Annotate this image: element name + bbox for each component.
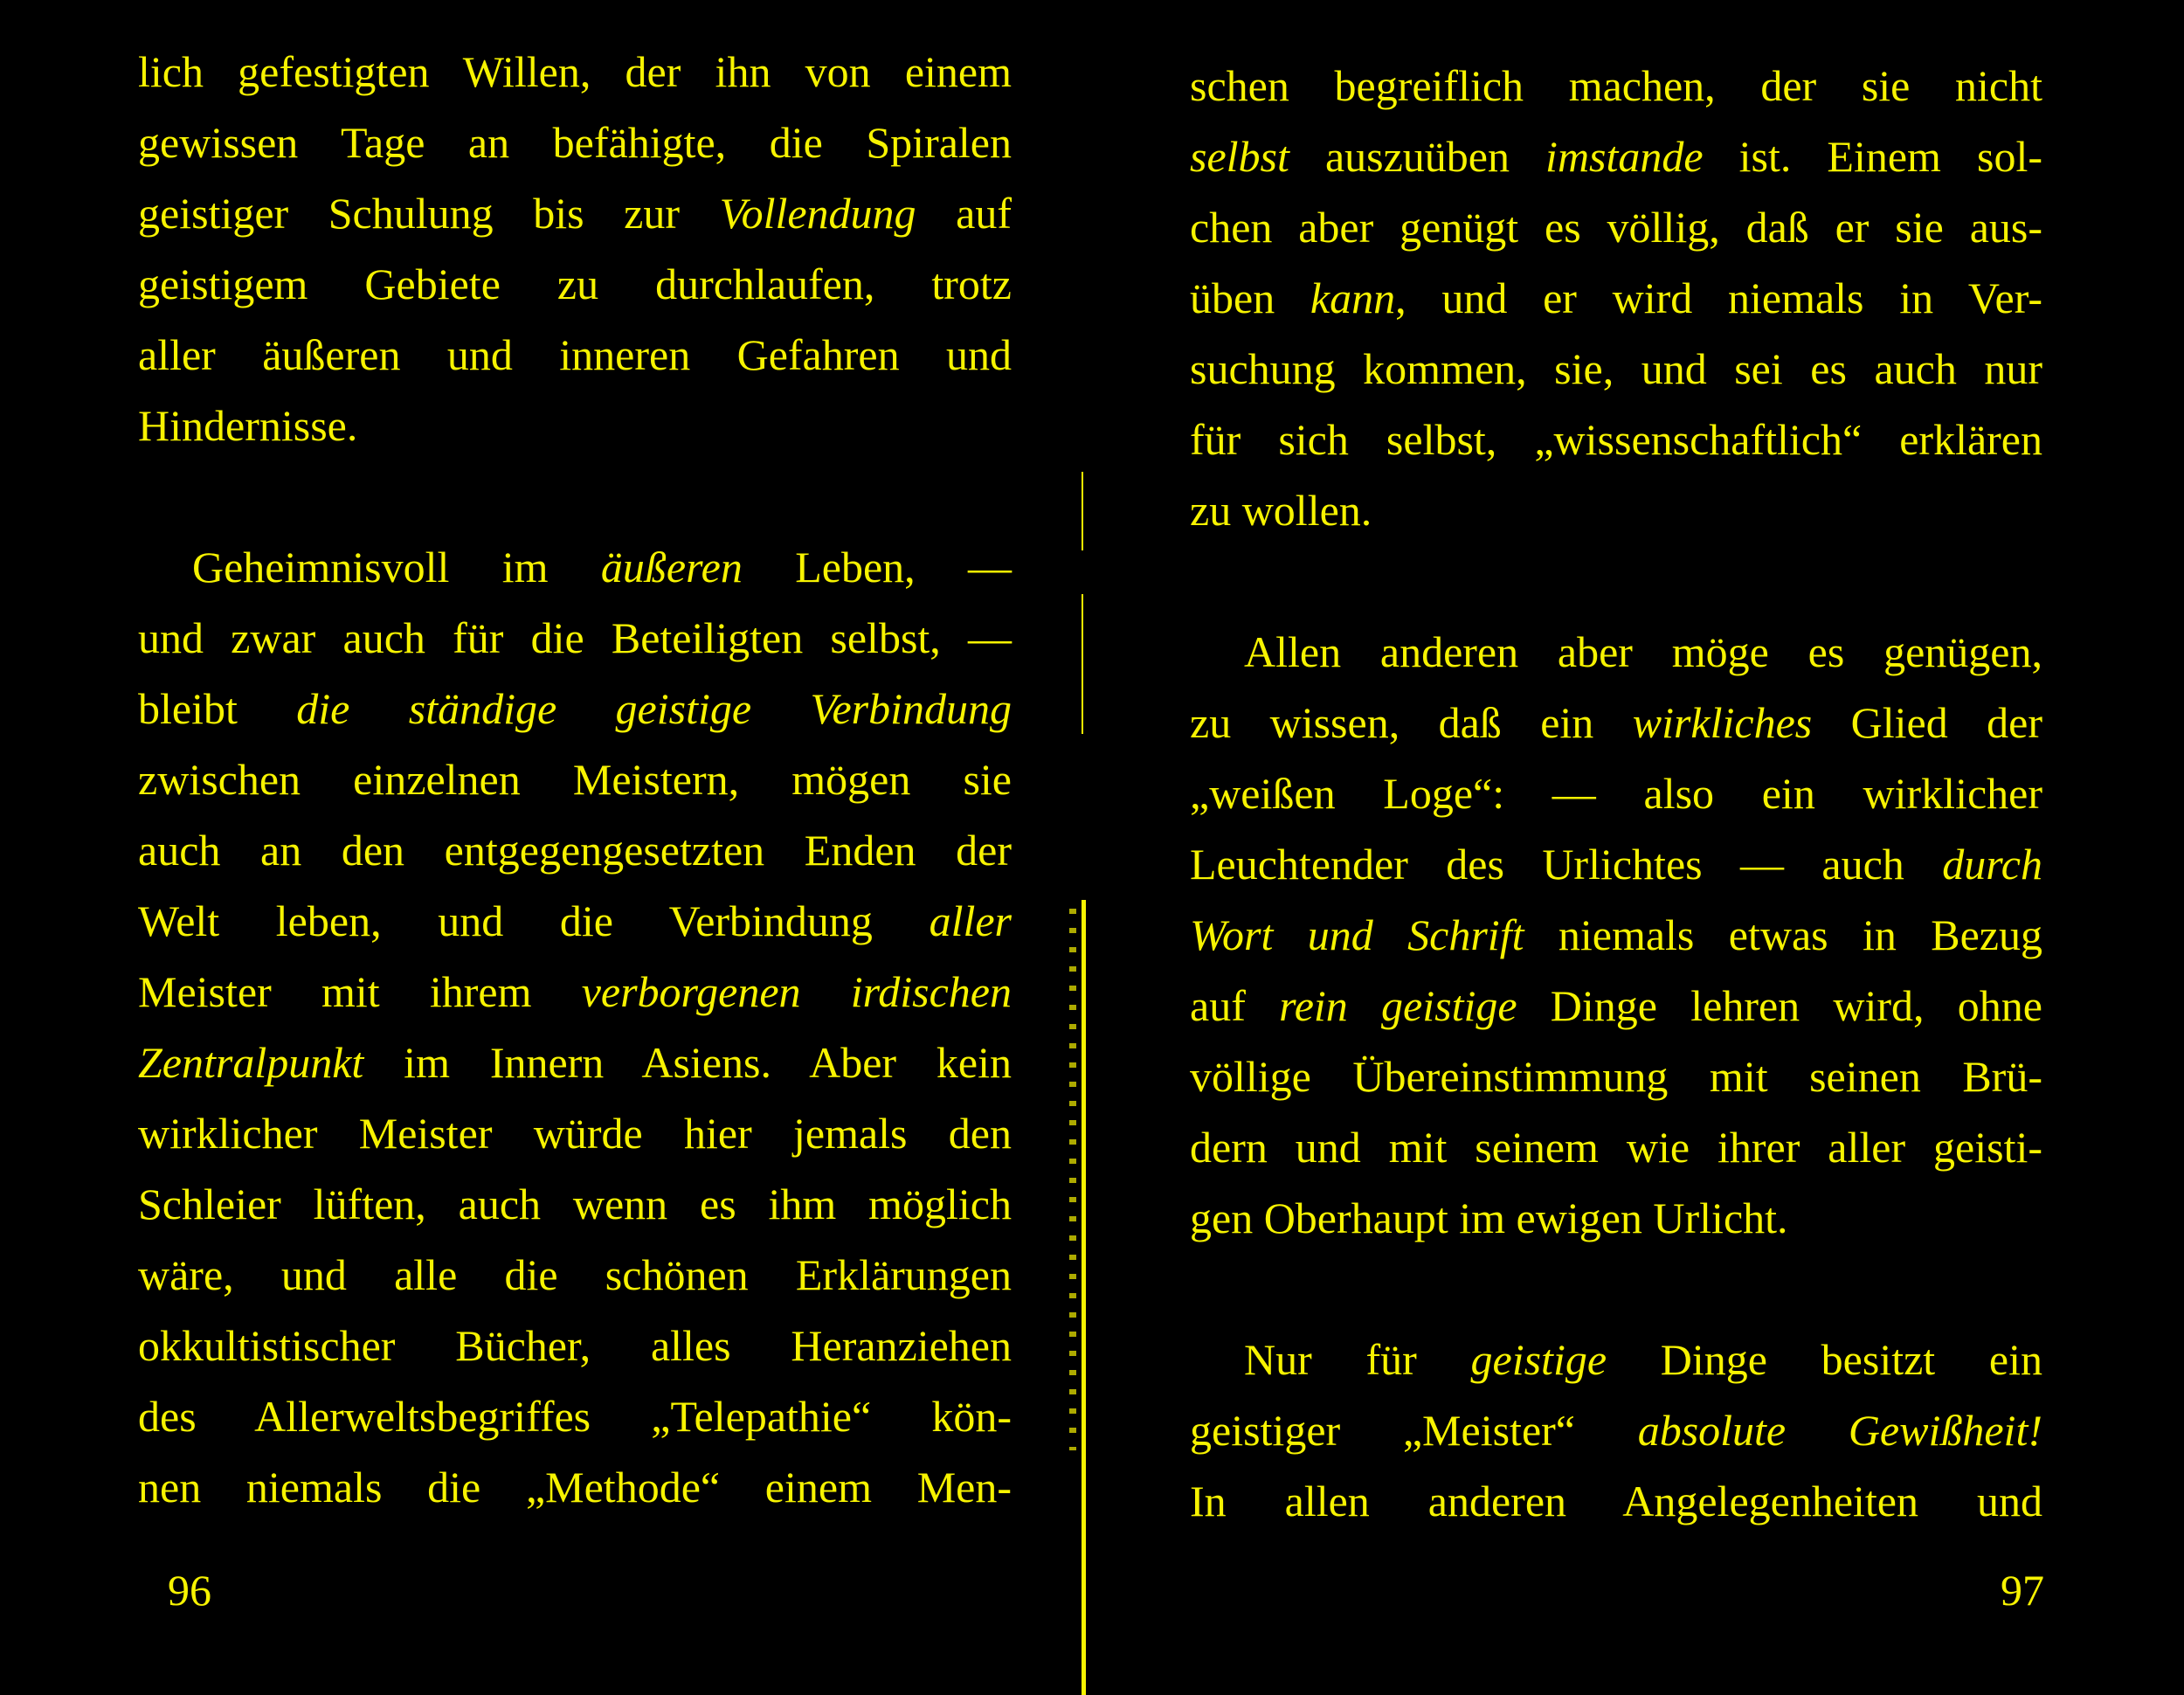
- text-line: [1190, 971, 2042, 1041]
- paragraph: [1190, 51, 2042, 546]
- italic-text: aller: [929, 896, 1012, 945]
- text-line: [138, 391, 1012, 461]
- paragraph: [138, 532, 1012, 1523]
- text-segment: Glied der: [1812, 698, 2042, 747]
- text-segment: und zwar auch für die Beteiligten selbst, —: [138, 613, 1012, 662]
- text-line: [1190, 1183, 2042, 1254]
- text-line: [138, 1169, 1012, 1240]
- text-line: [138, 1027, 1012, 1098]
- text-line: [1190, 263, 2042, 334]
- text-segment: bleibt: [138, 684, 297, 733]
- text-segment: geistigem Gebiete zu durchlaufen, trotz: [138, 259, 1012, 308]
- text-line: [1190, 758, 2042, 829]
- text-segment: wäre, und alle die schönen Erklärungen: [138, 1250, 1012, 1299]
- italic-text: die ständige geistige Verbindung: [296, 684, 1013, 733]
- text-segment: ist. Einem sol-: [1703, 132, 2042, 181]
- italic-text: Vollendung: [719, 189, 916, 238]
- text-line: [1190, 192, 2042, 263]
- gutter-line: [1082, 594, 1083, 734]
- text-segment: zwischen einzelnen Meistern, mögen sie: [138, 755, 1012, 804]
- italic-text: äußeren: [600, 543, 743, 592]
- text-line: [1190, 829, 2042, 900]
- text-segment: niemals etwas in Bezug: [1524, 910, 2042, 959]
- text-line: [1190, 1395, 2042, 1466]
- text-line: [1190, 405, 2042, 475]
- text-segment: völlige Übereinstimmung mit seinen Brü-: [1190, 1052, 2042, 1101]
- text-line: [138, 1381, 1012, 1452]
- page-number: 97: [2001, 1566, 2044, 1615]
- text-line: [138, 886, 1012, 957]
- text-line: [138, 744, 1012, 815]
- text-line: [1190, 1466, 2042, 1537]
- text-segment: Schleier lüften, auch wenn es ihm möglich: [138, 1180, 1012, 1228]
- text-segment: Dinge lehren wird, ohne: [1517, 981, 2042, 1030]
- text-line: [138, 1098, 1012, 1169]
- paragraph: [1190, 617, 2042, 1254]
- text-segment: okkultistischer Bücher, alles Heranziehen: [138, 1321, 1012, 1370]
- paragraph: [138, 37, 1012, 461]
- text-segment: zu wissen, daß ein: [1190, 698, 1633, 747]
- italic-text: Zentralpunkt: [138, 1038, 364, 1087]
- text-line: [138, 249, 1012, 320]
- text-segment: im Innern Asiens. Aber kein: [363, 1038, 1012, 1087]
- text-line: [138, 532, 1012, 603]
- italic-text: Wort und Schrift: [1190, 910, 1524, 959]
- text-line: [1190, 121, 2042, 192]
- text-line: [138, 320, 1012, 391]
- text-segment: auf: [1190, 981, 1280, 1030]
- page-number: 96: [168, 1566, 211, 1615]
- italic-text: wirkliches: [1632, 698, 1813, 747]
- text-segment: schen begreiflich machen, der sie nicht: [1190, 61, 2042, 110]
- text-line: [1190, 900, 2042, 971]
- text-line: [138, 957, 1012, 1027]
- text-segment: In allen anderen Angelegenheiten und: [1190, 1477, 2042, 1526]
- text-line: [138, 1311, 1012, 1381]
- text-line: [1190, 334, 2042, 405]
- italic-text: absolute Gewißheit!: [1637, 1406, 2042, 1455]
- text-segment: geistiger Schulung bis zur: [138, 189, 720, 238]
- text-line: [138, 603, 1012, 674]
- text-segment: Hindernisse.: [138, 401, 358, 450]
- text-segment: suchung kommen, sie, und sei es auch nur: [1190, 344, 2042, 393]
- text-segment: Dinge besitzt ein: [1607, 1335, 2043, 1384]
- italic-text: selbst: [1190, 132, 1289, 181]
- text-line: [138, 674, 1012, 744]
- text-line: [138, 815, 1012, 886]
- text-line: [138, 37, 1012, 107]
- text-segment: , und er wird niemals in Ver-: [1395, 273, 2042, 322]
- italic-text: verborgenen irdischen: [581, 967, 1012, 1016]
- text-line: [138, 178, 1012, 249]
- italic-text: rein geistige: [1279, 981, 1517, 1030]
- text-segment: wirklicher Meister würde hier jemals den: [138, 1109, 1012, 1158]
- text-line: [1190, 688, 2042, 758]
- text-segment: Nur für: [1244, 1335, 1471, 1384]
- text-line: [138, 107, 1012, 178]
- text-line: [1190, 1112, 2042, 1183]
- italic-text: geistige: [1470, 1335, 1607, 1384]
- right-page-text: [1190, 51, 2042, 1537]
- text-segment: geistiger „Meister“: [1190, 1406, 1638, 1455]
- text-line: [1190, 51, 2042, 121]
- paragraph: [1190, 1325, 2042, 1537]
- text-segment: chen aber genügt es völlig, daß er sie aus-: [1190, 203, 2042, 252]
- text-line: [1190, 475, 2042, 546]
- gutter-line: [1082, 900, 1086, 1695]
- left-page: [0, 0, 1087, 1695]
- text-segment: dern und mit seinem wie ihrer aller geisti-: [1190, 1123, 2042, 1172]
- text-segment: auch an den entgegengesetzten Enden der: [138, 826, 1012, 875]
- text-segment: Meister mit ihrem: [138, 967, 582, 1016]
- text-line: [138, 1240, 1012, 1311]
- text-segment: gen Oberhaupt im ewigen Urlicht.: [1190, 1193, 1788, 1242]
- italic-text: durch: [1942, 840, 2042, 889]
- text-segment: üben: [1190, 273, 1310, 322]
- text-line: [1190, 1041, 2042, 1112]
- text-line: [1190, 617, 2042, 688]
- text-line: [138, 1452, 1012, 1523]
- text-segment: Welt leben, und die Verbindung: [138, 896, 930, 945]
- text-segment: „weißen Loge“: — also ein wirklicher: [1190, 769, 2042, 818]
- text-segment: auszuüben: [1289, 132, 1546, 181]
- text-segment: lich gefestigten Willen, der ihn von einem: [138, 47, 1012, 96]
- text-segment: aller äußeren und inneren Gefahren und: [138, 330, 1012, 379]
- gutter-shadow: [1069, 909, 1076, 1450]
- italic-text: kann: [1310, 273, 1396, 322]
- text-segment: nen niemals die „Methode“ einem Men-: [138, 1463, 1012, 1512]
- gutter-line: [1082, 472, 1083, 550]
- text-segment: für sich selbst, „wissenschaftlich“ erklären: [1190, 415, 2042, 464]
- text-segment: zu wollen.: [1190, 486, 1372, 535]
- right-page: [1097, 0, 2184, 1695]
- text-line: [1190, 1325, 2042, 1395]
- text-segment: gewissen Tage an befähigte, die Spiralen: [138, 118, 1012, 167]
- text-segment: Allen anderen aber möge es genügen,: [1244, 627, 2042, 676]
- text-segment: des Allerweltsbegriffes „Telepathie“ kön-: [138, 1392, 1012, 1441]
- text-segment: Geheimnisvoll im: [192, 543, 601, 592]
- text-segment: Leben, —: [742, 543, 1012, 592]
- text-segment: auf: [916, 189, 1012, 238]
- italic-text: imstande: [1545, 132, 1704, 181]
- left-page-text: [138, 37, 1012, 1523]
- text-segment: Leuchtender des Urlichtes — auch: [1190, 840, 1943, 889]
